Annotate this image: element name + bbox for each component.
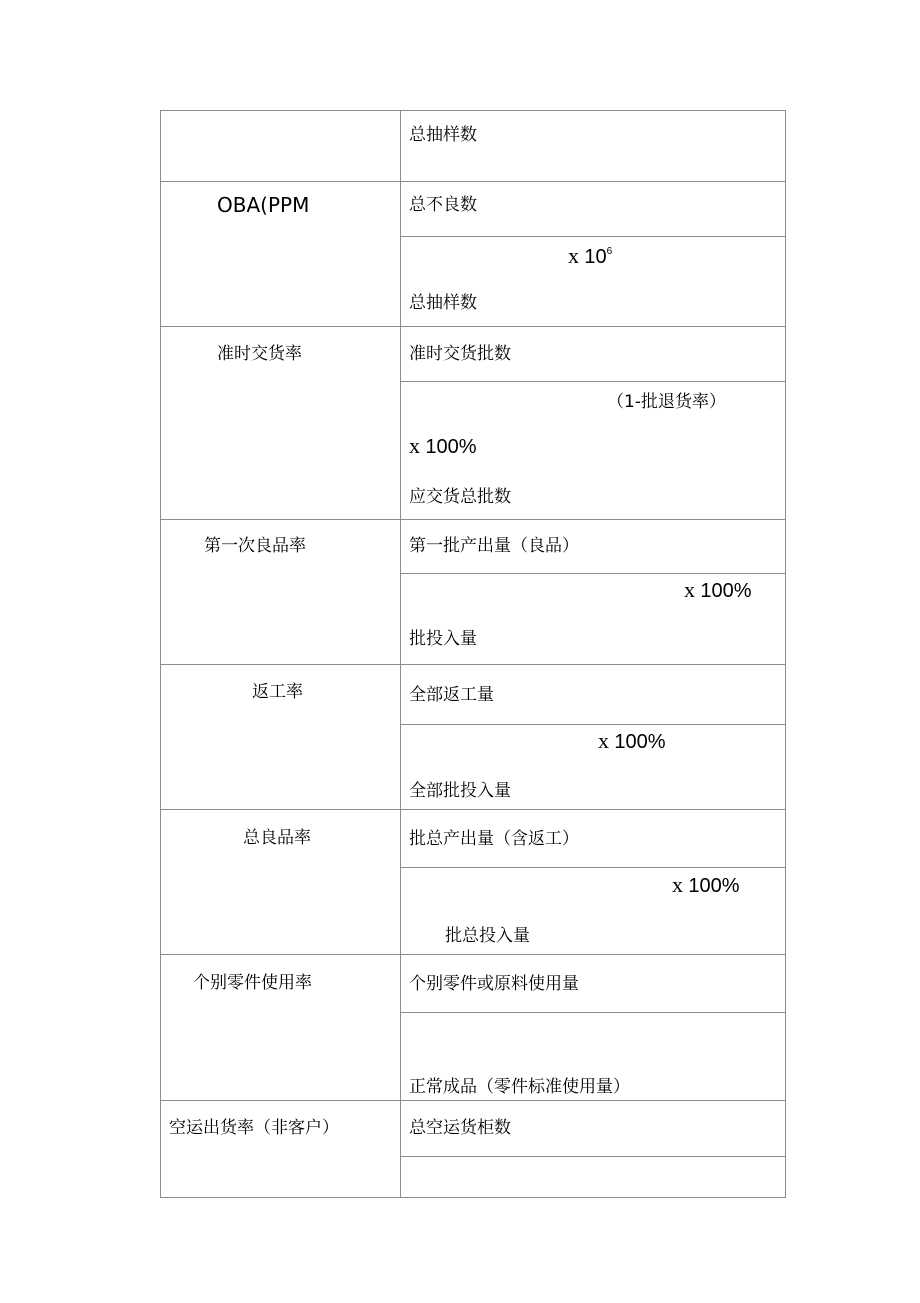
oba-multiplier: x $10^6$ bbox=[568, 243, 613, 268]
air-label: 空运出货率（非客户） bbox=[169, 1118, 339, 1138]
table-border-top bbox=[160, 110, 786, 111]
first-yield-multiplier: x 100% bbox=[684, 577, 752, 602]
fraction-divider bbox=[400, 573, 786, 574]
fraction-divider bbox=[400, 236, 786, 237]
table-border-left bbox=[160, 110, 161, 1198]
air-numerator: 总空运货柜数 bbox=[409, 1118, 511, 1138]
oba-label: OBA(PPM bbox=[217, 193, 310, 217]
usage-denominator: 正常成品（零件标准使用量） bbox=[409, 1077, 630, 1097]
table-border-bottom bbox=[160, 1197, 786, 1198]
usage-numerator: 个别零件或原料使用量 bbox=[409, 974, 579, 994]
row-divider bbox=[160, 954, 786, 955]
first-yield-label: 第一次良品率 bbox=[204, 536, 306, 556]
ontime-label: 准时交货率 bbox=[217, 344, 302, 364]
rework-label: 返工率 bbox=[252, 682, 303, 702]
column-divider bbox=[400, 110, 401, 1198]
ontime-multiplier: x 100% bbox=[409, 433, 477, 458]
ontime-numerator: 准时交货批数 bbox=[409, 344, 511, 364]
metrics-formula-table bbox=[160, 110, 786, 1198]
rework-denominator: 全部批投入量 bbox=[409, 781, 511, 801]
fraction-divider bbox=[400, 1012, 786, 1013]
usage-label: 个别零件使用率 bbox=[193, 973, 312, 993]
oba-numerator: 总不良数 bbox=[409, 195, 477, 215]
rework-numerator: 全部返工量 bbox=[409, 685, 494, 705]
row-divider bbox=[160, 519, 786, 520]
fraction-divider bbox=[400, 867, 786, 868]
rework-multiplier: x 100% bbox=[598, 728, 666, 753]
fraction-divider bbox=[400, 381, 786, 382]
total-yield-denominator: 批总投入量 bbox=[445, 926, 530, 946]
row-divider bbox=[160, 664, 786, 665]
fraction-divider bbox=[400, 1156, 786, 1157]
row-divider bbox=[160, 1100, 786, 1101]
sample-denominator: 总抽样数 bbox=[409, 125, 477, 145]
fraction-divider bbox=[400, 724, 786, 725]
table-border-right bbox=[785, 110, 786, 1198]
total-yield-label: 总良品率 bbox=[243, 828, 311, 848]
row-divider bbox=[160, 326, 786, 327]
first-yield-denominator: 批投入量 bbox=[409, 629, 477, 649]
ontime-note: （1-批退货率） bbox=[607, 392, 726, 412]
row-divider bbox=[160, 181, 786, 182]
first-yield-numerator: 第一批产出量（良品） bbox=[409, 536, 579, 556]
row-divider bbox=[160, 809, 786, 810]
total-yield-multiplier: x 100% bbox=[672, 872, 740, 897]
oba-denominator: 总抽样数 bbox=[409, 293, 477, 313]
total-yield-numerator: 批总产出量（含返工） bbox=[409, 829, 579, 849]
ontime-denominator: 应交货总批数 bbox=[409, 487, 511, 507]
